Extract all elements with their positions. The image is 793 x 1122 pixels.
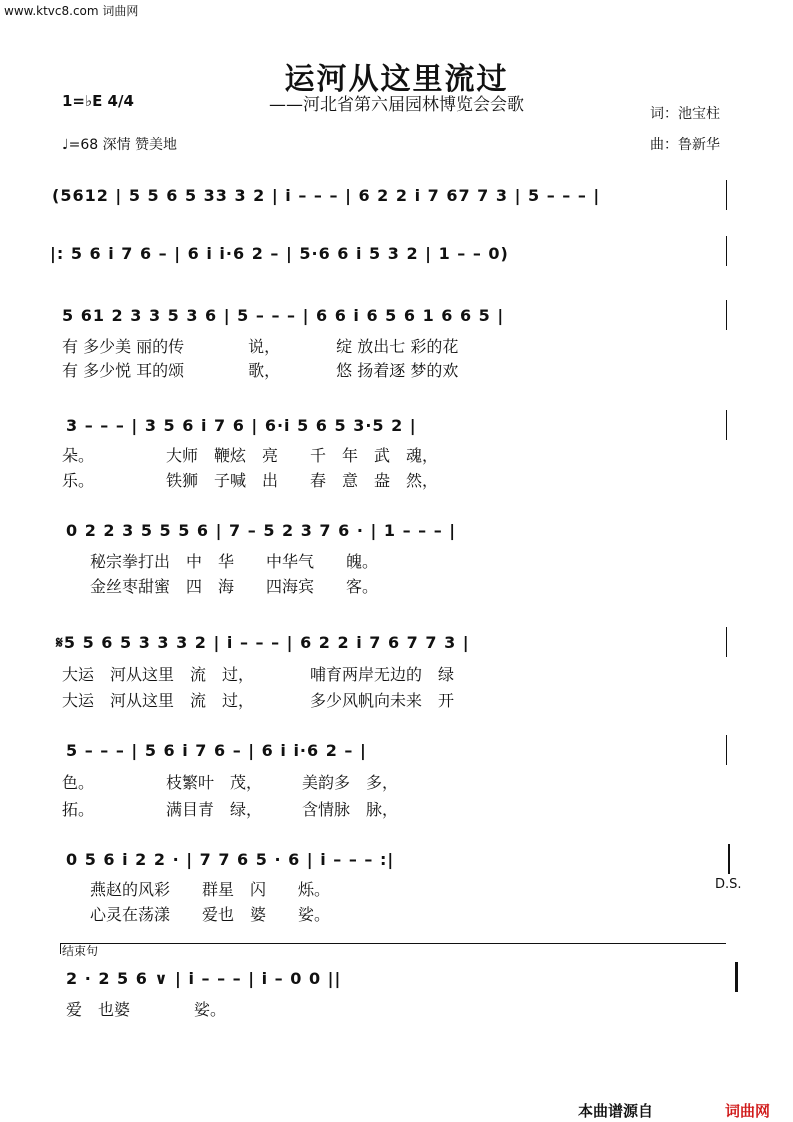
lyrics-verse-1: 朵。 大师 鞭炫 亮 千 年 武 魂， — [62, 446, 439, 465]
lyrics-verse-2: 乐。 铁狮 子喊 出 春 意 盎 然， — [62, 471, 439, 490]
site-watermark: www.ktvc8.com 词曲网 — [4, 4, 139, 18]
final-repeat-barline — [728, 844, 730, 874]
lyrics-verse-1: 大运 河从这里 流 过， 哺育两岸无边的 绿 — [62, 665, 455, 684]
coda-label: 结束句 — [62, 944, 99, 958]
barline — [726, 180, 727, 210]
lyrics-ending: 爱 也婆 娑。 — [66, 1000, 227, 1019]
final-barline — [735, 962, 738, 992]
tempo-marking: ♩=68 深情 赞美地 — [62, 137, 178, 153]
score-system-1-notes: (5612 | 5 5 6 5 33 3 2 | i – – – | 6 2 2 i 7 67 7 3 | 5 – – – | — [52, 186, 601, 205]
coda-bracket — [60, 943, 726, 954]
lyrics-verse-2: 拓。 满目青 绿， 含情脉 脉， — [62, 800, 399, 819]
score-system-7-notes: 5 – – – | 5 6 i 7 6 – | 6 i i·6 2 – | — [66, 741, 367, 760]
song-subtitle: ——河北省第六届园林博览会会歌 — [269, 95, 524, 115]
lyrics-verse-2: 大运 河从这里 流 过， 多少风帆向未来 开 — [62, 691, 455, 710]
source-brand-logo: 词曲网 — [725, 1102, 771, 1120]
score-system-3-notes: 5 61 2 3 3 5 3 6 | 5 – – – | 6 6 i 6 5 6 1 6 6 5 | — [62, 306, 505, 325]
lyrics-verse-2: 心灵在荡漾 爱也 婆 娑。 — [90, 905, 331, 924]
score-system-4-notes: 3 – – – | 3 5 6 i 7 6 | 6·i 5 6 5 3·5 2 | — [66, 416, 417, 435]
barline — [726, 300, 727, 330]
score-system-8-notes: 0 5 6 i 2 2 · | 7 7 6 5 · 6 | i – – – :| — [66, 850, 395, 869]
lyrics-verse-1: 有 多少美 丽的传 说， 绽 放出七 彩的花 — [62, 337, 459, 356]
score-system-6-notes: 𝄋5 5 6 5 3 3 3 2 | i – – – | 6 2 2 i 7 6 7 7 3 | — [56, 633, 470, 652]
lyrics-verse-1: 色。 枝繁叶 茂， 美韵多 多， — [62, 773, 399, 792]
score-system-9-notes: 2 · 2 5 6 ∨ | i – – – | i – 0 0 || — [66, 969, 342, 988]
dal-segno-marking: D.S. — [715, 877, 742, 892]
lyrics-verse-1: 燕赵的风彩 群星 闪 烁。 — [90, 880, 331, 899]
composer-credit: 曲：鲁新华 — [650, 137, 720, 153]
barline — [726, 735, 727, 765]
score-system-5-notes: 0 2 2 3 5 5 5 6 | 7 – 5 2 3 7 6 · | 1 – – – | — [66, 521, 457, 540]
key-signature: 1=♭E 4/4 — [62, 92, 134, 110]
barline — [726, 410, 727, 440]
barline — [726, 236, 727, 266]
lyrics-verse-2: 金丝枣甜蜜 四 海 四海宾 客。 — [90, 577, 379, 596]
score-system-2-notes: |: 5 6 i 7 6 – | 6 i i·6 2 – | 5·6 6 i 5 3 2 | 1 – – 0) — [50, 244, 509, 263]
source-note: 本曲谱源自 — [578, 1102, 654, 1120]
lyricist-credit: 词：池宝柱 — [650, 106, 720, 122]
lyrics-verse-2: 有 多少悦 耳的颂 歌， 悠 扬着逐 梦的欢 — [62, 361, 459, 380]
barline — [726, 627, 727, 657]
lyrics-verse-1: 秘宗拳打出 中 华 中华气 魄。 — [90, 552, 379, 571]
song-title: 运河从这里流过 — [284, 62, 509, 97]
